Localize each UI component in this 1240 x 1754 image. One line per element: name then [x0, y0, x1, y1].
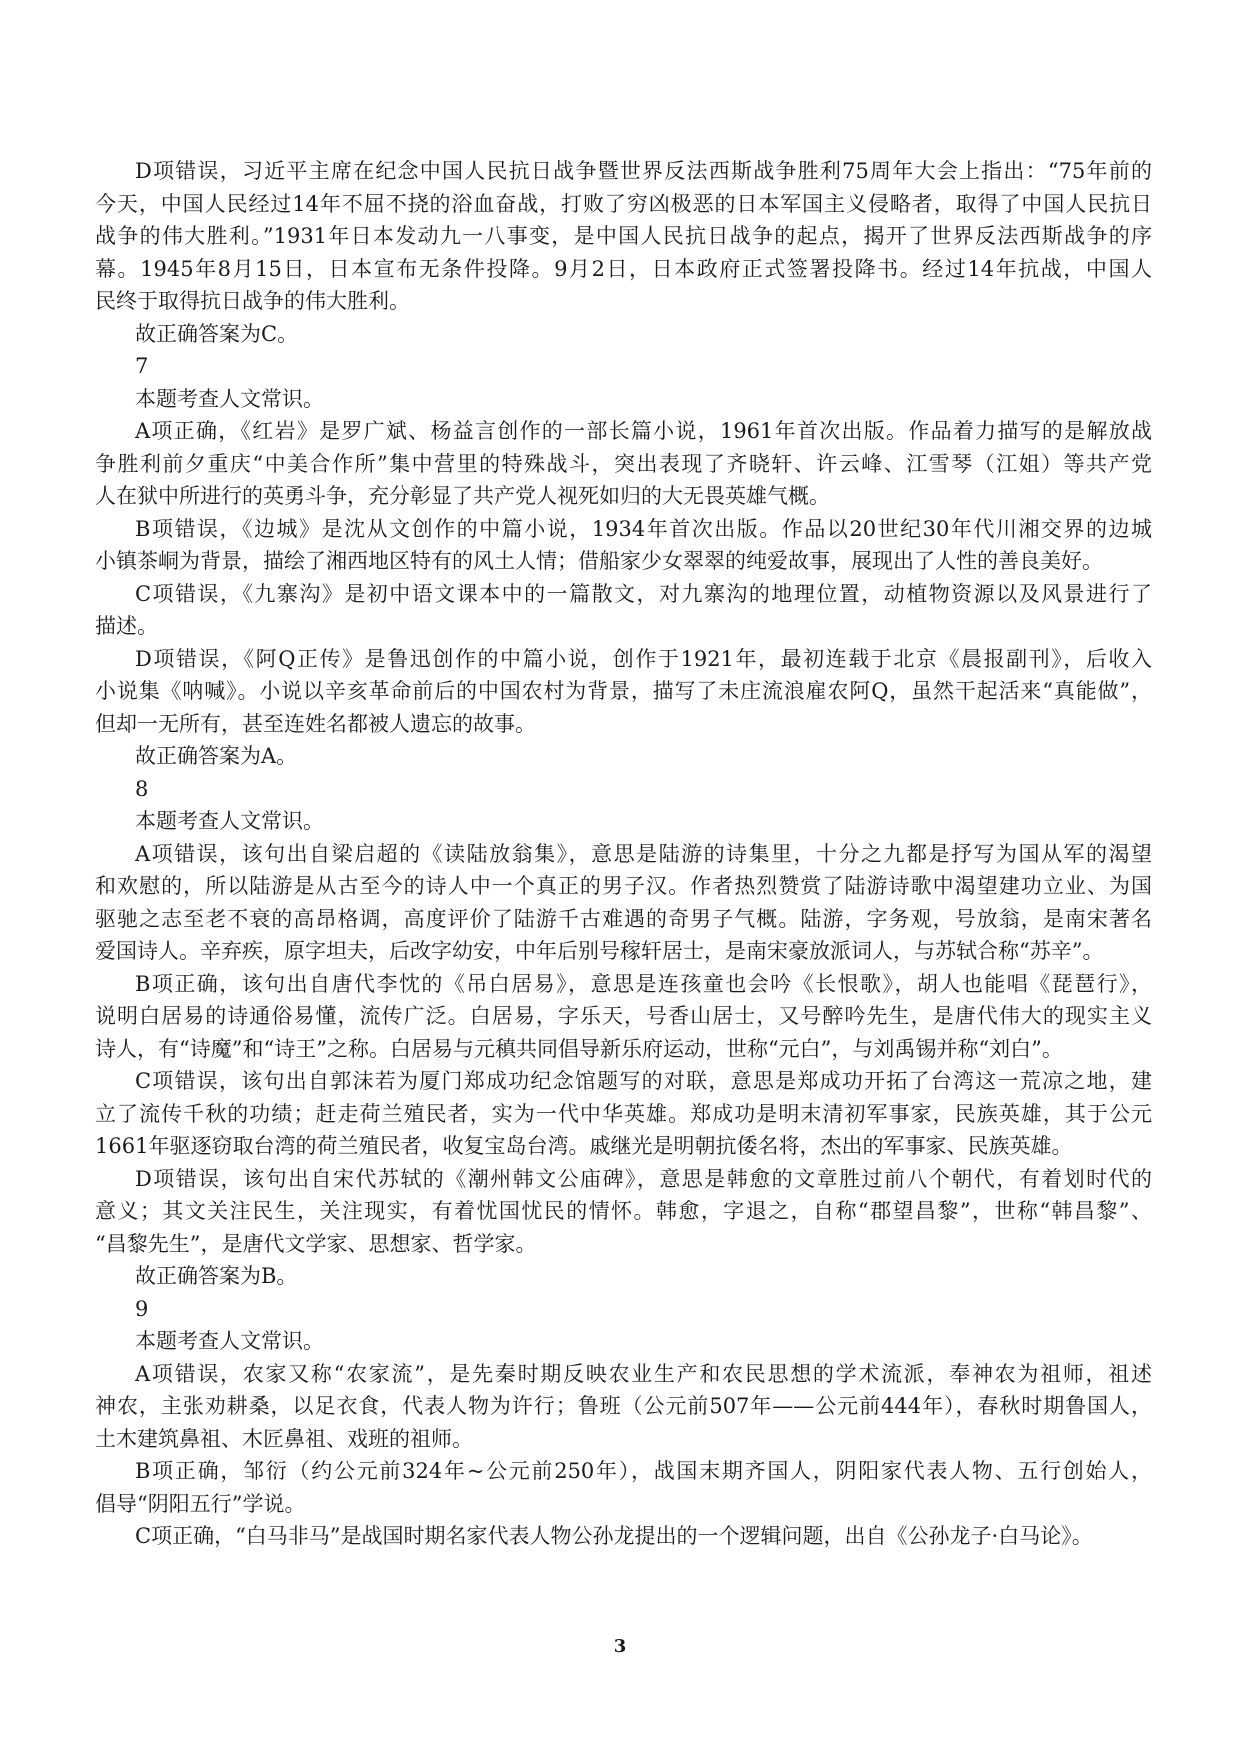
text-line: 驱驰之志至老不衰的高昂格调，高度评价了陆游千古难遇的奇男子气概。陆游，字务观，号放翁，是南宋著名 — [95, 906, 1152, 931]
text-line: 故正确答案为A。 — [135, 744, 298, 768]
paragraph — [95, 1293, 1152, 1326]
text-line: B项正确，该句出自唐代李忱的《吊白居易》，意思是连孩童也会吟《长恨歌》，胡人也能唱《琵琶行》， — [135, 971, 1152, 996]
paragraph — [95, 578, 1152, 643]
text-line: 幕。1945年8月15日，日本宣布无条件投降。9月2日，日本政府正式签署投降书。经过14年抗战，中国人 — [95, 256, 1152, 281]
text-line: D项错误，《阿Q正传》是鲁迅创作的中篇小说，创作于1921年，最初连载于北京《晨报副刊》，后收入 — [135, 646, 1152, 671]
paragraph — [95, 513, 1152, 578]
text-line: C项正确，“白马非马”是战国时期名家代表人物公孙龙提出的一个逻辑问题，出自《公孙龙子·白马论》。 — [135, 1524, 1093, 1548]
text-line: 和欢慰的，所以陆游是从古至今的诗人中一个真正的男子汉。作者热烈赞赏了陆游诗歌中渴望建功立业、为国 — [95, 874, 1152, 898]
paragraph — [95, 805, 1152, 838]
text-line: 本题考查人文常识。 — [135, 386, 324, 411]
paragraph — [95, 1455, 1152, 1520]
paragraph — [95, 318, 1152, 351]
text-line: “昌黎先生”，是唐代文学家、思想家、哲学家。 — [95, 1231, 537, 1256]
text-line: 1661年驱逐窃取台湾的荷兰殖民者，收复宝岛台湾。戚继光是明朝抗倭名将，杰出的军事家、民族英雄。 — [95, 1134, 1073, 1158]
text-line: 意义；其文关注民生，关注现实，有着忧国忧民的情怀。韩愈，字退之，自称“郡望昌黎”，世称“韩昌黎”、 — [95, 1199, 1152, 1223]
text-line: 小说集《呐喊》。小说以辛亥革命前后的中国农村为背景，描写了未庄流浪雇农阿Q，虽然干起活来“真能做”， — [95, 679, 1152, 703]
text-line: 但却一无所有，甚至连姓名都被人遗忘的故事。 — [95, 711, 536, 736]
text-line: C项错误，《九寨沟》是初中语文课本中的一篇散文，对九寨沟的地理位置，动植物资源以及风景进行了 — [135, 581, 1152, 606]
text-line: 爱国诗人。辛弃疾，原字坦夫，后改字幼安，中年后别号稼轩居士，是南宋豪放派词人，与苏轼合称“苏辛”。 — [95, 939, 1104, 963]
text-line: C项错误，该句出自郭沫若为厦门郑成功纪念馆题写的对联，意思是郑成功开拓了台湾这一荒凉之地，建 — [135, 1069, 1152, 1093]
text-line: 小镇茶峒为背景，描绘了湘西地区特有的风土人情；借船家少女翠翠的纯爱故事，展现出了人性的善良美好。 — [95, 549, 1103, 573]
paragraph — [95, 740, 1152, 773]
paragraph — [95, 155, 1152, 318]
text-line: A项错误，农家又称“农家流”，是先秦时期反映农业生产和农民思想的学术流派，奉神农为祖师，祖述 — [135, 1361, 1152, 1386]
paragraph — [95, 1358, 1152, 1456]
text-line: 本题考查人文常识。 — [135, 809, 324, 833]
text-line: A项错误，该句出自梁启超的《读陆放翁集》，意思是陆游的诗集里，十分之九都是抒写为国从军的渴望 — [135, 841, 1152, 866]
paragraph — [95, 350, 1152, 383]
text-line: 土木建筑鼻祖、木匠鼻祖、戏班的祖师。 — [95, 1426, 473, 1451]
page-number: 3 — [613, 1636, 627, 1657]
paragraph — [95, 968, 1152, 1066]
text-line: 9 — [135, 1296, 149, 1321]
text-line: B项正确，邹衍（约公元前324年~公元前250年），战国末期齐国人，阴阳家代表人物、五行创始人， — [135, 1459, 1152, 1483]
text-line: 8 — [135, 776, 149, 801]
text-line: A项正确，《红岩》是罗广斌、杨益言创作的一部长篇小说，1961年首次出版。作品着力描写的是解放战 — [135, 419, 1152, 443]
text-line: 战争的伟大胜利。”1931年日本发动九一八事变，是中国人民抗日战争的起点，揭开了世界反法西斯战争的序 — [95, 224, 1152, 248]
paragraph — [95, 415, 1152, 513]
text-line: 人在狱中所进行的英勇斗争，充分彰显了共产党人视死如归的大无畏英雄气概。 — [95, 484, 830, 508]
text-line: D项错误，该句出自宋代苏轼的《潮州韩文公庙碑》，意思是韩愈的文章胜过前八个朝代，有着划时代的 — [135, 1166, 1152, 1191]
paragraph — [95, 383, 1152, 416]
text-line: D项错误，习近平主席在纪念中国人民抗日战争暨世界反法西斯战争胜利75周年大会上指出：“75年前的 — [135, 159, 1152, 183]
text-line: B项错误，《边城》是沈从文创作的中篇小说，1934年首次出版。作品以20世纪30年代川湘交界的边城 — [135, 516, 1152, 541]
paragraph — [95, 773, 1152, 806]
paragraph — [95, 643, 1152, 741]
text-line: 争胜利前夕重庆“中美合作所”集中营里的特殊战斗，突出表现了齐晓轩、许云峰、江雪琴（江姐）等共产党 — [95, 451, 1152, 476]
text-line: 说明白居易的诗通俗易懂，流传广泛。白居易，字乐天，号香山居士，又号醉吟先生，是唐代伟大的现实主义 — [95, 1004, 1152, 1028]
paragraph — [95, 1065, 1152, 1163]
text-line: 故正确答案为C。 — [135, 321, 299, 346]
paragraph — [95, 838, 1152, 968]
paragraph — [95, 1520, 1152, 1553]
paragraph — [95, 1163, 1152, 1261]
text-line: 民终于取得抗日战争的伟大胜利。 — [95, 289, 410, 313]
document-body — [95, 155, 1152, 1553]
text-line: 诗人，有“诗魔”和“诗王”之称。白居易与元稹共同倡导新乐府运动，世称“元白”，与刘禹锡并称“刘白”。 — [95, 1036, 1063, 1061]
text-line: 今天，中国人民经过14年不屈不挠的浴血奋战，打败了穷凶极恶的日本军国主义侵略者，取得了中国人民抗日 — [95, 191, 1152, 216]
text-line: 立了流传千秋的功绩；赶走荷兰殖民者，实为一代中华英雄。郑成功是明末清初军事家，民族英雄，其于公元 — [95, 1101, 1152, 1126]
text-line: 本题考查人文常识。 — [135, 1329, 324, 1353]
paragraph — [95, 1325, 1152, 1358]
text-line: 故正确答案为B。 — [135, 1264, 298, 1288]
text-line: 描述。 — [95, 614, 158, 638]
text-line: 神农，主张劝耕桑，以足衣食，代表人物为许行；鲁班（公元前507年——公元前444年），春秋时期鲁国人， — [95, 1394, 1152, 1418]
text-line: 倡导“阴阳五行”学说。 — [95, 1491, 306, 1516]
text-line: 7 — [135, 354, 149, 378]
paragraph — [95, 1260, 1152, 1293]
